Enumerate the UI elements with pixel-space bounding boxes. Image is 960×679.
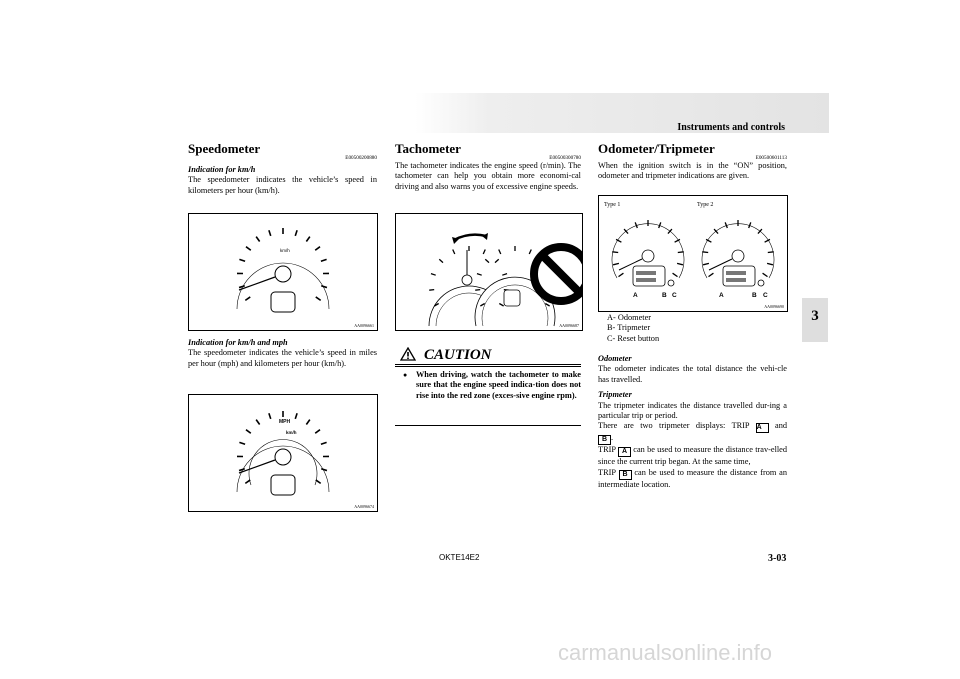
legend-item-tripmeter: B- Tripmeter	[607, 323, 651, 332]
dial-tick	[295, 230, 297, 236]
dial-tick	[763, 273, 768, 276]
dial-tick	[245, 480, 250, 483]
dial-tick	[239, 442, 245, 444]
dial-tick	[239, 259, 245, 261]
odometer-heading: Odometer	[598, 354, 632, 363]
dial-tick	[245, 297, 250, 300]
dial-tick	[475, 290, 480, 291]
dial-tick	[315, 430, 320, 434]
speedometer-section	[188, 141, 377, 196]
odometer-text: The odometer indicates the total distance the vehi-cle has travelled.	[598, 364, 787, 384]
dial-tick	[613, 263, 619, 264]
caution-rule-bottom	[395, 425, 581, 426]
trip-displays-line-2: B .	[598, 433, 787, 445]
tachometer-code: E00500300780	[549, 155, 581, 161]
speedometer-kmh-gauge-icon	[189, 214, 377, 330]
dial-tick	[702, 252, 708, 253]
kmh-inner-dial-label: km/h	[286, 430, 297, 435]
dial-tick	[677, 263, 683, 264]
section-header-title: Instruments and controls	[677, 122, 785, 133]
dial-tick	[321, 286, 327, 288]
dial-tick	[316, 480, 321, 483]
dial-tick	[485, 259, 489, 262]
tripmeter-text: The tripmeter indicates the distance travelled dur-ing a particular trip or period.	[598, 400, 787, 421]
caution-rule-top-2	[395, 366, 581, 367]
dial-tick	[321, 259, 327, 261]
dial-tick	[673, 273, 678, 276]
fig-label-c-1: C	[672, 292, 677, 299]
caution-text: When driving, watch the tachometer to make sure that the engine speed indica-tion does not rise into the red zone (exces-sive engine rpm).	[416, 370, 581, 400]
tachometer-redzone-icon	[396, 214, 582, 330]
speedometer-kmh-figure	[188, 213, 378, 331]
dial-tick	[429, 290, 434, 291]
dial-tick	[431, 274, 436, 276]
dial-tick	[619, 273, 624, 276]
legend-item-odometer: A- Odometer	[607, 313, 652, 322]
dial-tick	[269, 413, 271, 419]
dial-tick	[321, 442, 327, 444]
dial-tick	[246, 430, 251, 434]
odometer-tripmeter-gauges-icon	[599, 196, 787, 311]
dial-tick	[499, 249, 501, 254]
tachometer-text: The tachometer indicates the engine speed (r/min). The tachometer can help you obtain more economi-cal driving and also warns you of excessive engine speeds.	[395, 161, 581, 191]
trip-a-inline-badge-icon: A	[618, 447, 631, 457]
legend-item-reset-button: C- Reset button	[607, 334, 660, 343]
speedometer-mph-figure	[188, 394, 378, 512]
tachometer-title: Tachometer	[395, 141, 461, 156]
kmh-text: The speedometer indicates the vehicle’s speed in kilometers per hour (km/h).	[188, 175, 377, 195]
odometer-intro: When the ignition switch is in the “ON” position, odometer and tripmeter indications are given.	[598, 161, 787, 181]
dial-tick	[477, 274, 482, 276]
mph-section	[188, 338, 377, 369]
dial-tick	[239, 286, 245, 288]
odometer-section	[598, 141, 787, 182]
dial-tick	[703, 263, 709, 264]
dial-tick	[768, 252, 774, 253]
chapter-number: 3	[811, 308, 819, 324]
dial-tick	[316, 297, 321, 300]
mph-text: The speedometer indicates the vehicle’s speed in miles per hour (mph) and kilometers per hour (km/h).	[188, 348, 377, 368]
page-number: 3-03	[768, 553, 787, 564]
warning-triangle-icon	[400, 347, 416, 361]
footer-model-code: OKTE14E2	[439, 553, 480, 562]
trip-displays-line: There are two tripmeter displays: TRIP A and	[598, 421, 788, 432]
caution-rule-top	[395, 364, 581, 365]
fig1-code: AA0096661	[354, 323, 374, 328]
odometer-code: E00500601113	[755, 155, 787, 161]
fig2-code: AA0096674	[354, 504, 374, 509]
dial-tick	[321, 469, 327, 471]
dial-tick	[439, 259, 443, 262]
dial-tick	[678, 252, 684, 253]
trip-a-description: TRIP A can be used to measure the distance trav-elled since the current trip began. At the same time,	[598, 445, 788, 467]
dial-tick	[709, 273, 714, 276]
fig-label-c-2: C	[763, 292, 768, 299]
fig-label-a-1: A	[633, 292, 638, 299]
dial-tick	[529, 249, 531, 254]
dial-tick	[483, 249, 485, 254]
tripmeter-heading: Tripmeter	[598, 390, 632, 400]
dial-tick	[295, 413, 297, 419]
odometer-figure	[598, 195, 788, 312]
trip-b-badge-icon: B	[598, 435, 611, 445]
type1-label: Type 1	[604, 202, 621, 208]
dial-tick	[612, 252, 618, 253]
fig-label-b-1: B	[662, 292, 667, 299]
speedometer-code: E00500200880	[345, 155, 377, 161]
dial-tick	[306, 237, 310, 242]
type2-label: Type 2	[697, 202, 714, 208]
dial-tick	[256, 237, 260, 242]
fig4-code: AA0096690	[764, 304, 784, 309]
dial-tick	[495, 259, 499, 262]
dial-tick	[269, 230, 271, 236]
caution-bullet-icon: ●	[403, 371, 408, 379]
odometer-title: Odometer/Tripmeter	[598, 141, 715, 156]
mph-dial-label: MPH	[279, 419, 291, 425]
kmh-heading: Indication for km/h	[188, 165, 256, 174]
speedometer-title: Speedometer	[188, 141, 261, 156]
site-watermark: carmanualsonline.info	[558, 640, 773, 665]
dial-tick	[502, 274, 507, 276]
dial-tick	[306, 420, 310, 425]
fig-label-a-2: A	[719, 292, 724, 299]
fig-label-b-2: B	[752, 292, 757, 299]
dial-tick	[256, 420, 260, 425]
odometer-tripmeter-details	[598, 354, 787, 490]
speedometer-mph-gauge-icon	[189, 395, 377, 511]
mph-heading: Indication for km/h and mph	[188, 338, 288, 347]
dial-tick	[246, 247, 251, 251]
tachometer-section	[395, 141, 581, 192]
caution-title: CAUTION	[424, 347, 492, 363]
dial-tick	[767, 263, 773, 264]
trip-b-description: TRIP B can be used to measure the distance from an intermediate location.	[598, 467, 787, 489]
dial-tick	[239, 469, 245, 471]
tachometer-figure	[395, 213, 583, 331]
trip-b-inline-badge-icon: B	[619, 470, 632, 480]
fig3-code: AA0096687	[559, 323, 579, 328]
kmh-dial-label: km/h	[280, 248, 290, 253]
dial-tick	[315, 247, 320, 251]
dial-tick	[453, 249, 455, 254]
trip-a-badge-icon: A	[756, 423, 769, 433]
